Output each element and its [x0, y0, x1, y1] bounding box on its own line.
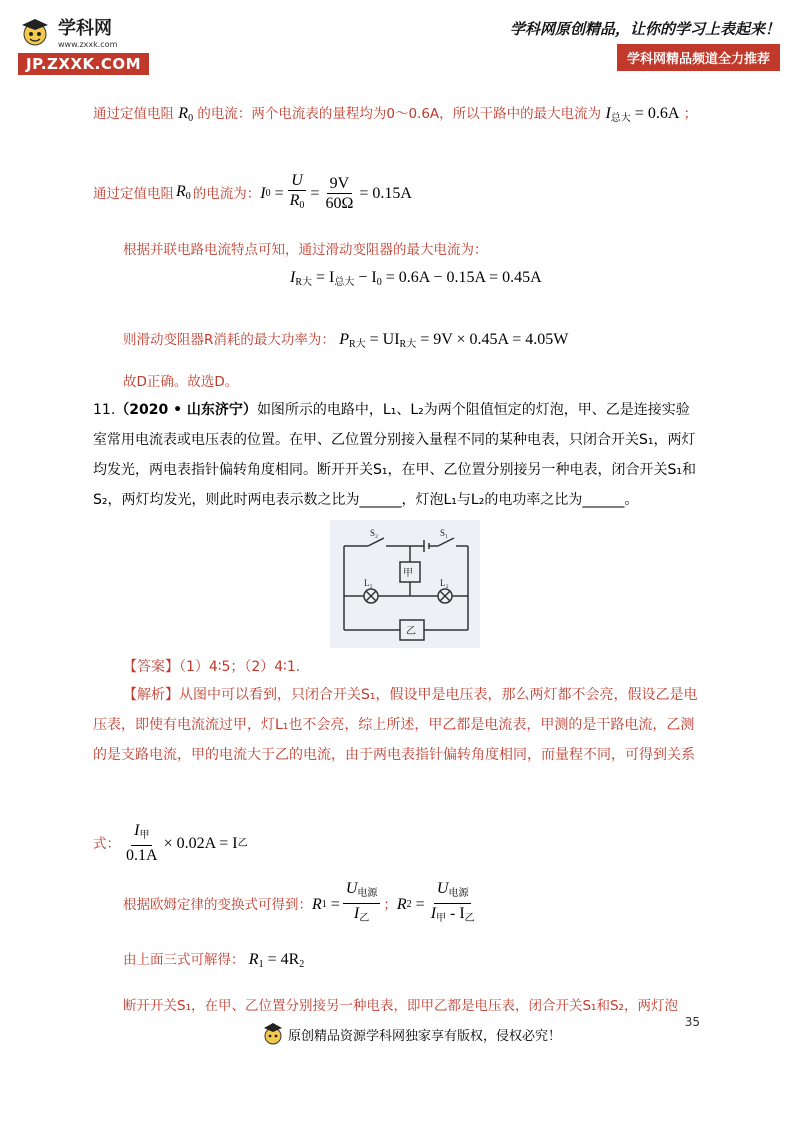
analysis-line-3: 的是支路电流，甲的电流大于乙的电流，由于两电表指针偏转角度相同，而量程不同，可得到关系	[93, 747, 695, 763]
header-slogan: 学科网原创精品，让你的学习上表起来！	[509, 20, 780, 38]
line-1-b: 的电流：两个电流表的量程均为0～0.6A，所以干路中的最大电流为	[197, 106, 602, 122]
ratio-formula-line	[93, 822, 248, 866]
answer-label: 【答案】	[123, 659, 179, 675]
analysis-block	[93, 680, 718, 770]
question-number: 11.	[93, 402, 116, 418]
label-jia: 甲	[403, 568, 413, 579]
r2-formula: R 2 = $\frac{U_{电源}}{I_甲 - I_乙}$	[396, 880, 475, 924]
question-source: （2020 • 山东济宁）	[115, 402, 257, 418]
circuit-diagram	[330, 520, 480, 648]
question-line-4: S₂，两灯均发光，则此时两电表示数之比为______，灯泡L₁与L₂的电功率之比为______。	[93, 492, 639, 508]
p-formula: $P_{R大} = UI_{R大} = 9V \times 0.45A = 4.05W$	[339, 331, 569, 350]
ratio-formula: $\frac{I_甲}{0.1A}$ × 0.02A = I 乙	[126, 822, 248, 864]
solve-line	[123, 950, 304, 975]
footer	[262, 1022, 561, 1046]
logo-small-url: www.zxxk.com	[58, 40, 118, 49]
label-l1: L₁	[364, 578, 373, 588]
i0-formula: I 0 = $\frac{U}{R_0}$ = $\frac{9V}{60\Omega}$ = 0.15A	[260, 172, 412, 212]
line-5-a: 则滑动变阻器R消耗的最大功率为：	[123, 332, 335, 348]
line-2-b: 的电流为：	[192, 186, 261, 202]
r1-formula: R 1 = $\frac{U_{电源}}{I_乙}$	[312, 880, 383, 929]
analysis-line-1: 从图中可以看到，只闭合开关S₁，假设甲是电压表，那么两灯都不会亮，假设乙是电	[179, 687, 698, 703]
answer-text: （1）4∶5；（2）4∶1.	[179, 659, 301, 675]
line-2	[93, 172, 412, 216]
var-R0: $R_0$	[178, 105, 194, 124]
solve-prefix: 由上面三式可解得：	[123, 952, 245, 968]
ohm-line	[123, 880, 481, 929]
label-s1: S₁	[440, 528, 449, 538]
answer-line	[123, 652, 300, 682]
mascot-icon	[18, 17, 52, 47]
line-6: 故D正确。故选D。	[123, 374, 239, 390]
ohm-prefix: 根据欧姆定律的变换式可得到：	[123, 896, 312, 913]
question-line-3: 均发光，两电表指针偏转角度相同。断开开关S₁，在甲、乙位置分别接另一种电表，闭合开关S₁和	[93, 462, 696, 478]
line-3: 根据并联电路电流特点可知，通过滑动变阻器的最大电流为：	[123, 242, 488, 258]
site-logo[interactable]	[18, 14, 149, 75]
label-yi: 乙	[406, 626, 416, 637]
logo-name: 学科网	[58, 18, 112, 39]
solve-formula: $R_1 = 4R_2$	[248, 951, 305, 970]
line-5	[123, 330, 568, 355]
line-1-a: 通过定值电阻	[93, 106, 174, 122]
line-2-a: 通过定值电阻	[93, 186, 174, 202]
analysis-last-line: 断开开关S₁，在甲、乙位置分别接另一种电表，即甲乙都是电压表，闭合开关S₁和S₂，两灯泡	[123, 998, 678, 1014]
semicolon: ；	[383, 896, 397, 913]
analysis-label: 【解析】	[123, 687, 179, 703]
logo-url-bar: JP.ZXXK.COM	[18, 53, 149, 75]
ir-formula: $I_{R大} = I_{总大} - I_0 = 0.6A - 0.15A = 0.45A$	[290, 269, 542, 288]
question-line-2: 室常用电流表或电压表的位置。在甲、乙位置分别接入量程不同的某种电表，只闭合开关S₁，两灯	[93, 432, 696, 448]
line-1	[93, 104, 697, 129]
var-R0-2: $R_0$	[176, 182, 191, 202]
mascot-icon	[262, 1022, 284, 1046]
question-line-1: 如图所示的电路中，L₁、L₂为两个阻值恒定的灯泡，甲、乙是连接实验	[256, 402, 690, 418]
footer-text: 原创精品资源学科网独家享有版权，侵权必究！	[288, 1028, 562, 1044]
formula-prefix: 式：	[93, 836, 120, 852]
label-s2: S₂	[370, 528, 379, 538]
question-11	[93, 395, 713, 515]
analysis-line-2: 压表，即使有电流流过甲，灯L₁也不会亮，综上所述，甲乙都是电流表，甲测的是干路电流，乙测	[93, 717, 695, 733]
label-l2: L₂	[440, 578, 449, 588]
line-1-c: ；	[683, 106, 698, 122]
i-total-expr: $I_{总大} = 0.6A$	[605, 105, 680, 124]
page-number: 35	[684, 1015, 700, 1029]
channel-banner: 学科网精品频道全力推荐	[617, 44, 780, 71]
